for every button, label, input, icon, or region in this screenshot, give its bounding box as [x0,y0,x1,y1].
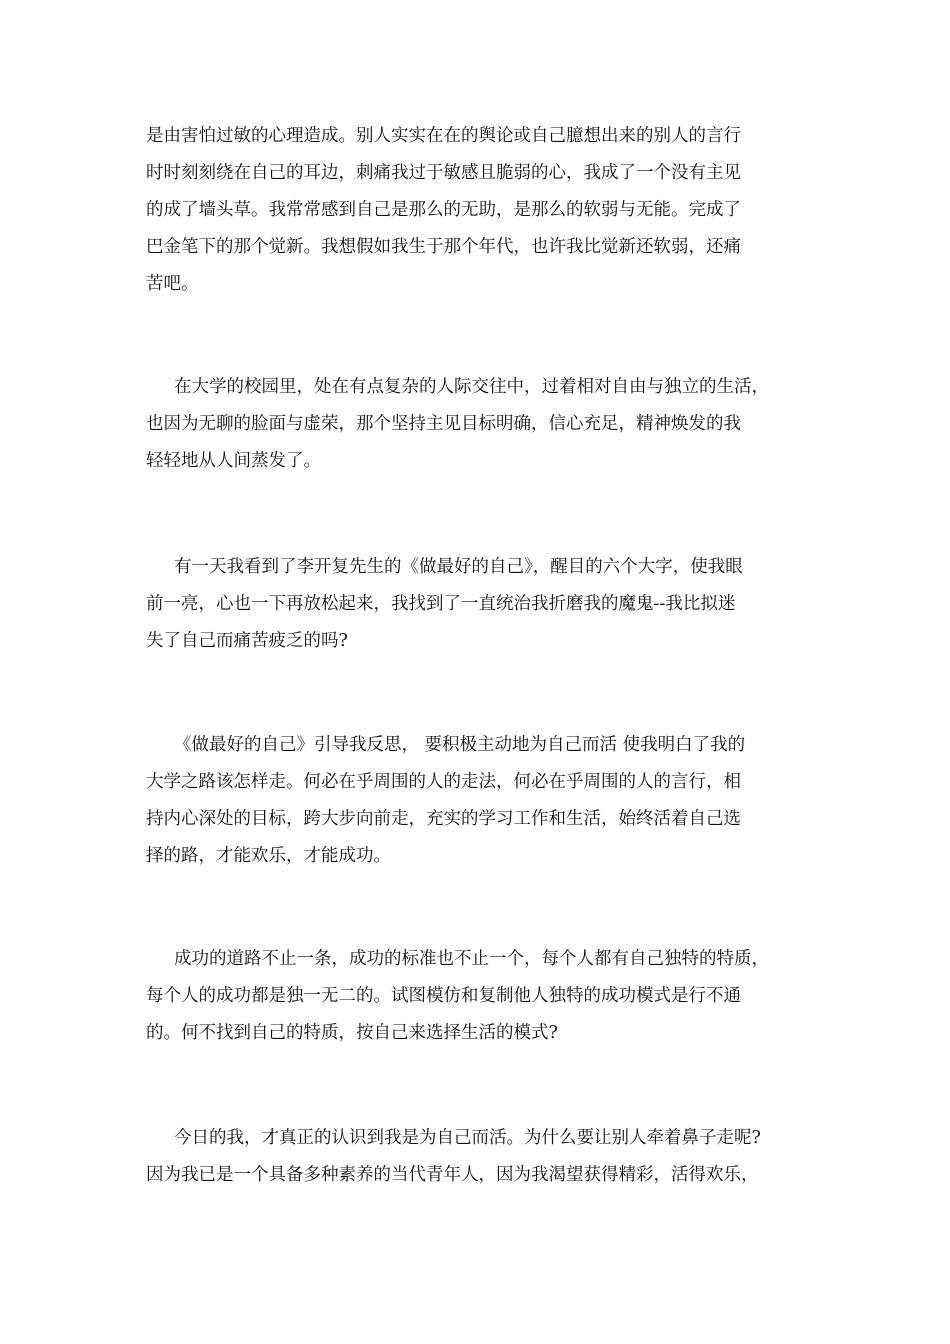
paragraph-3 [146,549,846,660]
paragraph-line: 轻轻地从人间蒸发了。 [146,451,321,471]
paragraph-line: 《做最好的自己》引导我反思， 要积极主动地为自己而活 使我明白了我的 [174,735,746,755]
paragraph-4 [146,727,846,875]
paragraph-line: 的成了墙头草。我常常感到自己是那么的无助，是那么的软弱与无能。完成了 [146,200,741,220]
paragraph-line: 的。何不找到自己的特质，按自己来选择生活的模式? [146,1023,558,1043]
paragraph-line: 有一天我看到了李开复先生的《做最好的自己》，醒目的六个大字，使我眼 [174,557,743,577]
paragraph-line: 前一亮，心也一下再放松起来，我找到了一直统治我折磨我的魔鬼--我比拟迷 [146,594,736,614]
paragraph-line: 是由害怕过敏的心理造成。别人实实在在的舆论或自己臆想出来的别人的言行 [146,126,741,146]
paragraph-line: 每个人的成功都是独一无二的。试图模仿和复制他人独特的成功模式是行不通 [146,986,741,1006]
paragraph-line: 择的路，才能欢乐，才能成功。 [146,846,391,866]
paragraph-line: 苦吧。 [146,274,199,294]
paragraph-line: 持内心深处的目标，跨大步向前走，充实的学习工作和生活，始终活着自己选 [146,809,741,829]
paragraph-line: 因为我已是一个具备多种素养的当代青年人，因为我渴望获得精彩，活得欢乐， [146,1165,759,1185]
paragraph-line: 成功的道路不止一条，成功的标准也不止一个，每个人都有自己独特的特质， [174,949,769,969]
paragraph-line: 也因为无聊的脸面与虚荣，那个坚持主见目标明确，信心充足，精神焕发的我 [146,414,741,434]
paragraph-line: 时时刻刻绕在自己的耳边，刺痛我过于敏感且脆弱的心，我成了一个没有主见 [146,163,741,183]
paragraph-line: 在大学的校园里，处在有点复杂的人际交往中，过着相对自由与独立的生活， [174,377,769,397]
paragraph-2 [146,369,846,480]
paragraph-6 [146,1120,846,1194]
paragraph-5 [146,941,846,1052]
paragraph-line: 大学之路该怎样走。何必在乎周围的人的走法，何必在乎周围的人的言行，相 [146,772,741,792]
paragraph-1 [146,118,846,303]
paragraph-line: 今日的我，才真正的认识到我是为自己而活。为什么要让别人牵着鼻子走呢? [174,1128,761,1148]
paragraph-line: 失了自己而痛苦疲乏的吗? [146,631,348,651]
paragraph-line: 巴金笔下的那个觉新。我想假如我生于那个年代，也许我比觉新还软弱，还痛 [146,237,741,257]
